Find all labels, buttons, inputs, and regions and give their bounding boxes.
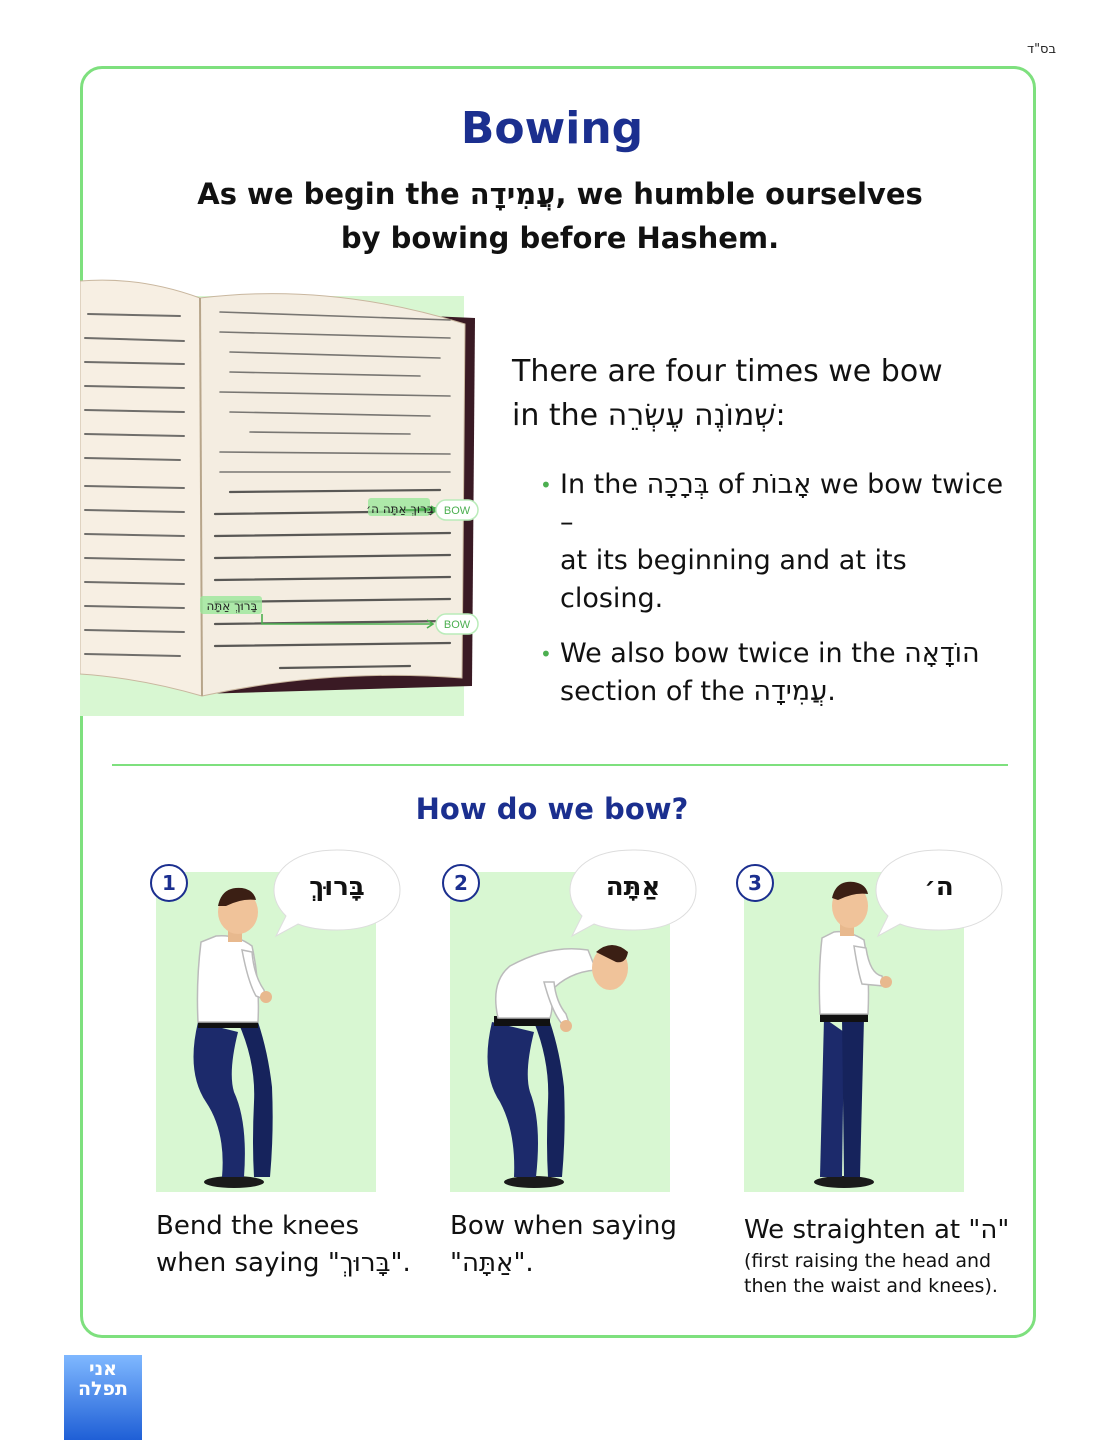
intro-line-1: There are four times we bow	[512, 354, 943, 389]
list-item	[540, 466, 1010, 618]
ani-tefilla-logo	[64, 1355, 142, 1440]
step-2-caption	[450, 1208, 730, 1282]
speech-bubble-2-text: אַתָּה	[605, 872, 661, 902]
bullet-icon: •	[540, 642, 552, 666]
step-1-caption	[156, 1208, 436, 1282]
logo-line-1: אני	[88, 1358, 118, 1380]
step-2-caption-line-1: Bow when saying	[450, 1211, 677, 1241]
bullet-2-line-1: We also bow twice in the הוֹדָאָה	[560, 638, 980, 669]
step-2-caption-line-2: "אַתָּה".	[450, 1248, 534, 1278]
step-1-number: 1	[150, 864, 188, 902]
bullet-1-line-1: In the בְּרָכָה of אָבוֹת we bow twice –	[560, 469, 1004, 538]
speech-bubble-3-text: ה׳	[924, 872, 954, 902]
how-heading: How do we bow?	[415, 792, 689, 826]
subtitle-line-1: As we begin the עֲמִידָה, we humble ourselves	[197, 177, 923, 211]
bullet-1-line-2: at its beginning and at its closing.	[560, 545, 907, 614]
subtitle-line-2: by bowing before Hashem.	[340, 221, 780, 255]
bow-label-1: BOW	[443, 505, 471, 517]
section-divider	[112, 764, 1008, 766]
bsd-mark: בס"ד	[1026, 42, 1056, 57]
bow-label-2: BOW	[443, 619, 471, 631]
step-3-number: 3	[736, 864, 774, 902]
subtitle	[180, 172, 940, 260]
book-highlight-1: בָּרוּךְ אַתָּה ה׳	[366, 502, 434, 516]
step-3-caption-line-1: We straighten at "ה"	[744, 1215, 1010, 1245]
bow-times-list	[540, 466, 1010, 728]
step-3-caption-note-2: then the waist and knees).	[744, 1275, 998, 1297]
book-highlight-2: בָּרוּךְ אַתָּה	[206, 599, 258, 613]
bullet-2-line-2: section of the עֲמִידָה.	[560, 676, 836, 707]
intro-text	[512, 350, 1032, 438]
step-1-caption-line-2: when saying "בָּרוּךְ".	[156, 1248, 411, 1278]
step-1-caption-line-1: Bend the knees	[156, 1211, 360, 1241]
step-3-caption-note-1: (first raising the head and	[744, 1250, 992, 1272]
speech-bubble-1-text: בָּרוּךְ	[309, 872, 365, 902]
page-title: Bowing	[460, 103, 644, 154]
step-3-caption	[744, 1212, 1024, 1299]
bullet-icon: •	[540, 473, 552, 497]
step-2-number: 2	[442, 864, 480, 902]
logo-line-2: תפלה	[77, 1378, 129, 1400]
bow-arrows	[80, 276, 520, 716]
intro-line-2: in the שְׁמוֹנֶה עֶשְׂרֵה:	[512, 398, 786, 433]
list-item	[540, 635, 1010, 711]
